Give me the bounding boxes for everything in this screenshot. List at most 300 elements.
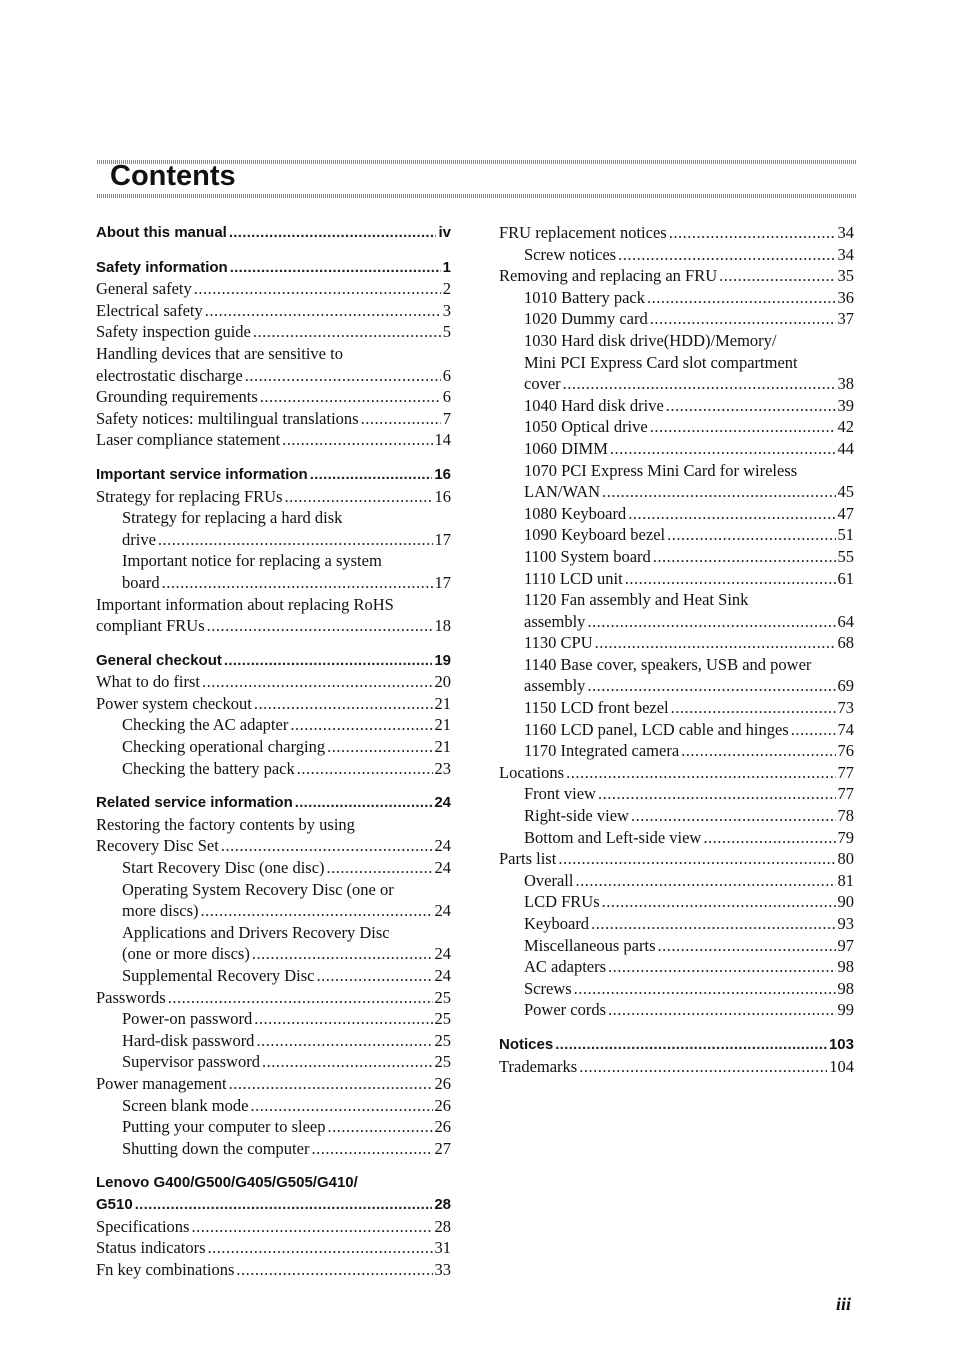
toc-entry-title: Safety inspection guide bbox=[96, 322, 251, 342]
toc-page-number: 26 bbox=[434, 1117, 451, 1137]
dot-leader bbox=[587, 675, 835, 697]
dot-leader bbox=[191, 1216, 432, 1238]
toc-page-number: 21 bbox=[434, 715, 451, 735]
toc-entry[interactable] bbox=[499, 481, 854, 503]
toc-entry-title: LAN/WAN bbox=[524, 482, 601, 502]
toc-entry[interactable] bbox=[96, 486, 451, 508]
toc-page-number: 35 bbox=[837, 266, 854, 286]
toc-entry[interactable] bbox=[96, 857, 451, 879]
page-number: iii bbox=[836, 1294, 852, 1314]
toc-entry-title: drive bbox=[122, 529, 156, 549]
toc-entry bbox=[499, 654, 854, 676]
toc-section-heading bbox=[96, 1172, 451, 1194]
toc-page-number: 45 bbox=[837, 482, 854, 502]
toc-entry[interactable] bbox=[499, 632, 854, 654]
toc-entry[interactable] bbox=[499, 395, 854, 417]
toc-section-heading[interactable] bbox=[499, 1034, 854, 1056]
dot-leader bbox=[608, 956, 835, 978]
toc-entry-title: Status indicators bbox=[96, 1238, 206, 1258]
toc-entry bbox=[499, 589, 854, 611]
toc-entry[interactable] bbox=[499, 287, 854, 309]
toc-entry-title: G510 bbox=[96, 1195, 133, 1213]
toc-page-number: 31 bbox=[434, 1238, 451, 1258]
toc-page-number: 68 bbox=[837, 633, 854, 653]
toc-entry-title: Screws bbox=[524, 978, 572, 998]
toc-entry-title: Recovery Disc Set bbox=[96, 836, 219, 856]
dot-leader bbox=[168, 987, 433, 1009]
toc-entry-title: Laser compliance statement bbox=[96, 430, 281, 450]
toc-entry[interactable] bbox=[499, 740, 854, 762]
toc-entry bbox=[96, 343, 451, 365]
dot-leader bbox=[327, 736, 432, 758]
dot-leader bbox=[245, 365, 441, 387]
toc-page-number: 34 bbox=[837, 244, 854, 264]
toc-page-number: 25 bbox=[434, 987, 451, 1007]
toc-page-number: iv bbox=[438, 224, 451, 241]
toc-entry-title: 1050 Optical drive bbox=[524, 417, 648, 437]
toc-entry-title: Trademarks bbox=[499, 1056, 578, 1076]
dot-leader bbox=[253, 321, 441, 343]
toc-entry-title: cover bbox=[524, 374, 561, 394]
toc-page-number: 24 bbox=[434, 901, 451, 921]
toc-entry[interactable] bbox=[499, 244, 854, 266]
toc-entry-title: What to do first bbox=[96, 672, 201, 692]
dot-leader bbox=[135, 1194, 433, 1216]
toc-entry bbox=[96, 879, 451, 901]
toc-entry[interactable] bbox=[96, 1095, 451, 1117]
toc-entry[interactable] bbox=[96, 1138, 451, 1160]
toc-entry-title: 1080 Keyboard bbox=[524, 503, 627, 523]
dot-leader bbox=[558, 848, 835, 870]
dot-leader bbox=[602, 481, 835, 503]
toc-entry[interactable] bbox=[499, 611, 854, 633]
toc-entry-title: Removing and replacing an FRU bbox=[499, 266, 718, 286]
toc-page-number: 103 bbox=[828, 1035, 854, 1053]
toc-page-number: 28 bbox=[434, 1216, 451, 1236]
dot-leader bbox=[681, 740, 835, 762]
toc-entry[interactable] bbox=[499, 935, 854, 957]
page-title: Contents bbox=[110, 160, 236, 192]
toc-entry-title: Checking the battery pack bbox=[122, 758, 295, 778]
toc-entry[interactable] bbox=[96, 408, 451, 430]
dot-leader bbox=[650, 416, 836, 438]
toc-entry-title: Handling devices that are sensitive to bbox=[96, 343, 343, 363]
dot-leader bbox=[653, 546, 836, 568]
toc-entry-title: Specifications bbox=[96, 1216, 190, 1236]
toc-entry[interactable] bbox=[499, 222, 854, 244]
toc-entry-title: Related service information bbox=[96, 794, 293, 812]
toc-page-number: 16 bbox=[434, 465, 451, 483]
toc-entry[interactable] bbox=[96, 386, 451, 408]
dot-leader bbox=[254, 693, 433, 715]
toc-entry-title: Applications and Drivers Recovery Disc bbox=[122, 922, 390, 942]
toc-page-number: 90 bbox=[837, 892, 854, 912]
dot-leader bbox=[236, 1259, 432, 1281]
dot-leader bbox=[229, 222, 437, 244]
toc-entry[interactable] bbox=[499, 978, 854, 1000]
toc-page-number: 69 bbox=[837, 676, 854, 696]
toc-entry-title: Miscellaneous parts bbox=[524, 935, 656, 955]
dot-leader bbox=[295, 792, 433, 814]
dot-leader bbox=[618, 244, 835, 266]
toc-page-number: 21 bbox=[434, 693, 451, 713]
toc-entry-title: 1040 Hard disk drive bbox=[524, 395, 664, 415]
toc-entry-title: Locations bbox=[499, 762, 565, 782]
dot-leader bbox=[647, 287, 836, 309]
toc-entry-title: Important information about replacing RoHS bbox=[96, 594, 394, 614]
toc-entry[interactable] bbox=[96, 736, 451, 758]
toc-page-number: 76 bbox=[837, 741, 854, 761]
dot-leader bbox=[162, 572, 433, 594]
toc-entry[interactable] bbox=[96, 900, 451, 922]
toc-entry[interactable] bbox=[499, 805, 854, 827]
toc-entry-title: Supplemental Recovery Disc bbox=[122, 966, 315, 985]
toc-entry-title: 1100 System board bbox=[524, 546, 651, 566]
toc-entry-title: Operating System Recovery Disc (one or bbox=[122, 879, 394, 899]
toc-entry-title: LCD FRUs bbox=[524, 892, 600, 912]
toc-entry-title: 1150 LCD front bezel bbox=[524, 698, 669, 718]
dot-leader bbox=[628, 503, 835, 525]
toc-page-number: 25 bbox=[434, 1052, 451, 1072]
toc-entry-title: electrostatic discharge bbox=[96, 365, 243, 385]
toc-entry-title: Power management bbox=[96, 1073, 227, 1093]
toc-entry bbox=[499, 460, 854, 482]
dot-leader bbox=[250, 1095, 432, 1117]
toc-entry[interactable] bbox=[96, 987, 451, 1009]
toc-page-number: 5 bbox=[442, 322, 451, 342]
toc-page-number: 74 bbox=[837, 719, 854, 739]
toc-page-number: 2 bbox=[442, 279, 451, 299]
dot-leader bbox=[229, 1073, 433, 1095]
dot-leader bbox=[667, 524, 835, 546]
toc-page-number: 24 bbox=[434, 794, 451, 812]
toc-entry-title: Fn key combinations bbox=[96, 1259, 235, 1279]
toc-entry-title: Bottom and Left-side view bbox=[524, 827, 702, 847]
toc-entry-title: compliant FRUs bbox=[96, 616, 205, 636]
dot-leader bbox=[230, 257, 441, 279]
toc-entry-title: Important notice for replacing a system bbox=[122, 551, 382, 571]
section-gap bbox=[96, 779, 451, 792]
dot-leader bbox=[158, 529, 433, 551]
toc-page-number: 28 bbox=[434, 1195, 451, 1213]
toc-page-number: 1 bbox=[442, 258, 451, 276]
toc-entry-title: General safety bbox=[96, 279, 192, 299]
dot-leader bbox=[574, 978, 836, 1000]
toc-entry[interactable] bbox=[96, 1030, 451, 1052]
toc-entry-title: Shutting down the computer bbox=[122, 1138, 310, 1158]
toc-page-number: 97 bbox=[837, 935, 854, 955]
toc-entry[interactable] bbox=[499, 848, 854, 870]
toc-entry[interactable] bbox=[96, 529, 451, 551]
toc-entry[interactable] bbox=[96, 300, 451, 322]
toc-entry-title: Strategy for replacing a hard disk bbox=[122, 508, 343, 528]
toc-page-number: 16 bbox=[434, 486, 451, 506]
toc-entry-title: AC adapters bbox=[524, 957, 607, 977]
toc-entry[interactable] bbox=[96, 758, 451, 780]
dot-leader bbox=[598, 783, 836, 805]
toc-section-heading[interactable] bbox=[96, 464, 451, 486]
toc-entry[interactable] bbox=[96, 965, 451, 987]
dot-leader bbox=[282, 429, 432, 451]
toc-page-number: 36 bbox=[837, 287, 854, 307]
toc-entry[interactable] bbox=[499, 503, 854, 525]
toc-page-number: 19 bbox=[434, 651, 451, 669]
toc-entry[interactable] bbox=[499, 956, 854, 978]
toc-entry-title: Passwords bbox=[96, 987, 166, 1007]
dot-leader bbox=[719, 265, 835, 287]
toc-entry-title: Right-side view bbox=[524, 806, 629, 826]
toc-page-number: 38 bbox=[837, 374, 854, 394]
toc-page-number: 55 bbox=[837, 546, 854, 566]
toc-entry[interactable] bbox=[96, 1008, 451, 1030]
dot-leader bbox=[256, 1030, 432, 1052]
toc-entry bbox=[96, 814, 451, 836]
toc-entry-title: Electrical safety bbox=[96, 300, 203, 320]
dot-leader bbox=[791, 719, 836, 741]
toc-entry-title: Screw notices bbox=[524, 244, 617, 264]
toc-page-number: 77 bbox=[837, 762, 854, 782]
toc-entry[interactable] bbox=[499, 546, 854, 568]
toc-entry-title: Notices bbox=[499, 1035, 554, 1053]
toc-section-heading[interactable] bbox=[96, 257, 451, 279]
toc-entry-title: 1120 Fan assembly and Heat Sink bbox=[524, 590, 749, 610]
toc-entry[interactable] bbox=[499, 719, 854, 741]
toc-entry-title: 1090 Keyboard bezel bbox=[524, 525, 666, 545]
dot-leader bbox=[205, 300, 441, 322]
toc-page-number: 24 bbox=[434, 966, 451, 985]
dot-leader bbox=[671, 697, 836, 719]
toc-entry-title: Restoring the factory contents by using bbox=[96, 814, 355, 834]
dot-leader bbox=[595, 632, 836, 654]
toc-left-column bbox=[96, 222, 451, 1280]
dot-leader bbox=[202, 671, 432, 693]
dot-leader bbox=[566, 762, 835, 784]
section-gap bbox=[96, 451, 451, 464]
toc-entry[interactable] bbox=[499, 762, 854, 784]
dot-leader bbox=[361, 408, 441, 430]
toc-entry-title: 1010 Battery pack bbox=[524, 287, 645, 307]
toc-entry[interactable] bbox=[96, 278, 451, 300]
toc-page-number: 39 bbox=[837, 395, 854, 415]
toc-entry[interactable] bbox=[499, 265, 854, 287]
toc-section-heading[interactable] bbox=[96, 1194, 451, 1216]
toc-entry[interactable] bbox=[499, 870, 854, 892]
dot-leader bbox=[297, 758, 433, 780]
toc-entry-title: Front view bbox=[524, 784, 596, 804]
toc-page-number: 98 bbox=[837, 957, 854, 977]
toc-entry-title: FRU replacement notices bbox=[499, 223, 667, 242]
toc-entry-title: Putting your computer to sleep bbox=[122, 1117, 326, 1137]
section-gap bbox=[96, 1159, 451, 1172]
toc-entry-title: 1070 PCI Express Mini Card for wireless bbox=[524, 460, 798, 480]
toc-page-number: 104 bbox=[829, 1056, 854, 1076]
toc-entry bbox=[499, 352, 854, 374]
toc-entry[interactable] bbox=[96, 1073, 451, 1095]
toc-right-column bbox=[499, 222, 854, 1077]
toc-page-number: 26 bbox=[434, 1095, 451, 1115]
toc-entry[interactable] bbox=[499, 1056, 854, 1078]
toc-page-number: 93 bbox=[837, 914, 854, 933]
toc-entry-title: 1020 Dummy card bbox=[524, 309, 648, 329]
toc-entry[interactable] bbox=[499, 416, 854, 438]
dot-leader bbox=[310, 464, 433, 486]
toc-page-number: 42 bbox=[837, 417, 854, 437]
dot-leader bbox=[587, 611, 835, 633]
dot-leader bbox=[563, 373, 836, 395]
toc-page-number: 44 bbox=[837, 438, 854, 458]
toc-entry-title: (one or more discs) bbox=[122, 944, 250, 964]
dot-leader bbox=[555, 1034, 827, 1056]
dot-leader bbox=[224, 650, 432, 672]
toc-page-number: 37 bbox=[837, 309, 854, 329]
toc-entry-title: Grounding requirements bbox=[96, 387, 258, 407]
toc-entry bbox=[96, 922, 451, 944]
toc-entry-title: 1030 Hard disk drive(HDD)/Memory/ bbox=[524, 330, 777, 350]
toc-entry-title: Power system checkout bbox=[96, 693, 252, 713]
toc-entry-title: 1160 LCD panel, LCD cable and hinges bbox=[524, 719, 789, 739]
toc-page-number: 6 bbox=[442, 387, 451, 407]
toc-page-number: 25 bbox=[434, 1009, 451, 1029]
toc-entry-title: assembly bbox=[524, 676, 586, 696]
toc-entry[interactable] bbox=[96, 1259, 451, 1281]
toc-section-heading[interactable] bbox=[96, 792, 451, 814]
toc-entry-title: Important service information bbox=[96, 465, 308, 483]
toc-page-number: 24 bbox=[434, 944, 451, 964]
toc-entry[interactable] bbox=[96, 1051, 451, 1073]
toc-page-number: 77 bbox=[837, 784, 854, 804]
toc-page-number: 23 bbox=[434, 758, 451, 778]
toc-entry bbox=[96, 594, 451, 616]
toc-page-number: 64 bbox=[837, 611, 854, 631]
dot-leader bbox=[650, 308, 836, 330]
toc-entry[interactable] bbox=[96, 693, 451, 715]
dot-leader bbox=[221, 835, 433, 857]
toc-page-number: 98 bbox=[837, 978, 854, 998]
toc-entry-title: more discs) bbox=[122, 901, 199, 921]
dot-leader bbox=[579, 1056, 827, 1078]
toc-page-number: 18 bbox=[434, 616, 451, 636]
toc-entry[interactable] bbox=[499, 308, 854, 330]
dot-leader bbox=[208, 1237, 433, 1259]
toc-entry-title: Lenovo G400/G500/G405/G505/G410/ bbox=[96, 1174, 358, 1192]
toc-page-number: 7 bbox=[442, 408, 451, 428]
toc-entry[interactable] bbox=[96, 1116, 451, 1138]
toc-entry[interactable] bbox=[499, 783, 854, 805]
toc-page-number: 24 bbox=[434, 836, 451, 856]
dot-leader bbox=[285, 486, 433, 508]
dot-leader bbox=[311, 1138, 432, 1160]
toc-entry-title: Safety notices: multilingual translations bbox=[96, 408, 359, 428]
toc-section-heading[interactable] bbox=[96, 222, 451, 244]
toc-entry[interactable] bbox=[499, 524, 854, 546]
toc-page-number: 34 bbox=[837, 223, 854, 242]
toc-entry-title: Overall bbox=[524, 870, 574, 890]
toc-entry[interactable] bbox=[96, 615, 451, 637]
dot-leader bbox=[201, 900, 433, 922]
toc-entry[interactable] bbox=[96, 365, 451, 387]
dot-leader bbox=[602, 891, 836, 913]
dot-leader bbox=[254, 1008, 432, 1030]
toc-entry[interactable] bbox=[499, 999, 854, 1021]
toc-entry-title: Checking the AC adapter bbox=[122, 715, 289, 735]
toc-entry bbox=[96, 550, 451, 572]
toc-entry-title: Safety information bbox=[96, 258, 228, 276]
dot-leader bbox=[327, 857, 433, 879]
dot-leader bbox=[666, 395, 836, 417]
dot-leader bbox=[207, 615, 433, 637]
toc-entry[interactable] bbox=[499, 568, 854, 590]
toc-entry-title: Screen blank mode bbox=[122, 1095, 249, 1115]
toc-page-number: 20 bbox=[434, 672, 451, 692]
toc-page-number: 17 bbox=[434, 572, 451, 592]
toc-page-number: 25 bbox=[434, 1030, 451, 1050]
toc-entry[interactable] bbox=[96, 429, 451, 451]
toc-page-number: 21 bbox=[434, 737, 451, 757]
toc-entry-title: 1110 LCD unit bbox=[524, 568, 623, 588]
dot-leader bbox=[316, 965, 432, 987]
toc-entry[interactable] bbox=[96, 943, 451, 965]
dot-leader bbox=[575, 870, 835, 892]
toc-page-number: 99 bbox=[837, 1000, 854, 1020]
dot-leader bbox=[260, 386, 441, 408]
dot-leader bbox=[194, 278, 441, 300]
dot-leader bbox=[327, 1116, 432, 1138]
section-gap bbox=[499, 1021, 854, 1034]
toc-entry[interactable] bbox=[499, 373, 854, 395]
toc-page-number: 47 bbox=[837, 503, 854, 523]
toc-page-number: 81 bbox=[837, 870, 854, 890]
toc-page-number: 79 bbox=[837, 827, 854, 847]
toc-entry[interactable] bbox=[499, 827, 854, 849]
toc-page-number: 14 bbox=[434, 430, 451, 450]
toc-entry-title: General checkout bbox=[96, 651, 222, 669]
toc-section-heading[interactable] bbox=[96, 650, 451, 672]
toc-entry-title: Start Recovery Disc (one disc) bbox=[122, 858, 325, 878]
toc-entry-title: assembly bbox=[524, 611, 586, 631]
dot-leader bbox=[703, 827, 835, 849]
toc-entry[interactable] bbox=[96, 572, 451, 594]
toc-entry[interactable] bbox=[96, 671, 451, 693]
toc-entry[interactable] bbox=[499, 697, 854, 719]
bottom-rule bbox=[97, 194, 856, 198]
toc-entry-title: 1130 CPU bbox=[524, 633, 593, 653]
toc-entry[interactable] bbox=[96, 714, 451, 736]
toc-entry[interactable] bbox=[499, 913, 854, 935]
toc-entry-title: Supervisor password bbox=[122, 1052, 260, 1072]
dot-leader bbox=[610, 438, 836, 460]
toc-entry[interactable] bbox=[96, 1237, 451, 1259]
toc-page-number: 33 bbox=[434, 1259, 451, 1279]
dot-leader bbox=[658, 935, 836, 957]
toc-page-number: 73 bbox=[837, 698, 854, 718]
toc-entry[interactable] bbox=[96, 835, 451, 857]
toc-entry[interactable] bbox=[499, 438, 854, 460]
toc-page-number: 80 bbox=[837, 849, 854, 869]
toc-entry[interactable] bbox=[499, 675, 854, 697]
toc-entry-title: 1170 Integrated camera bbox=[524, 741, 680, 761]
toc-entry[interactable] bbox=[96, 1216, 451, 1238]
toc-page-number: 17 bbox=[434, 529, 451, 549]
dot-leader bbox=[290, 714, 432, 736]
toc-entry-title: Checking operational charging bbox=[122, 737, 326, 757]
toc-entry-title: Keyboard bbox=[524, 914, 590, 933]
toc-entry[interactable] bbox=[499, 891, 854, 913]
toc-entry[interactable] bbox=[96, 321, 451, 343]
toc-page-number: 78 bbox=[837, 806, 854, 826]
toc-entry-title: Mini PCI Express Card slot compartment bbox=[524, 352, 798, 372]
toc-page-number: 26 bbox=[434, 1073, 451, 1093]
dot-leader bbox=[625, 568, 836, 590]
